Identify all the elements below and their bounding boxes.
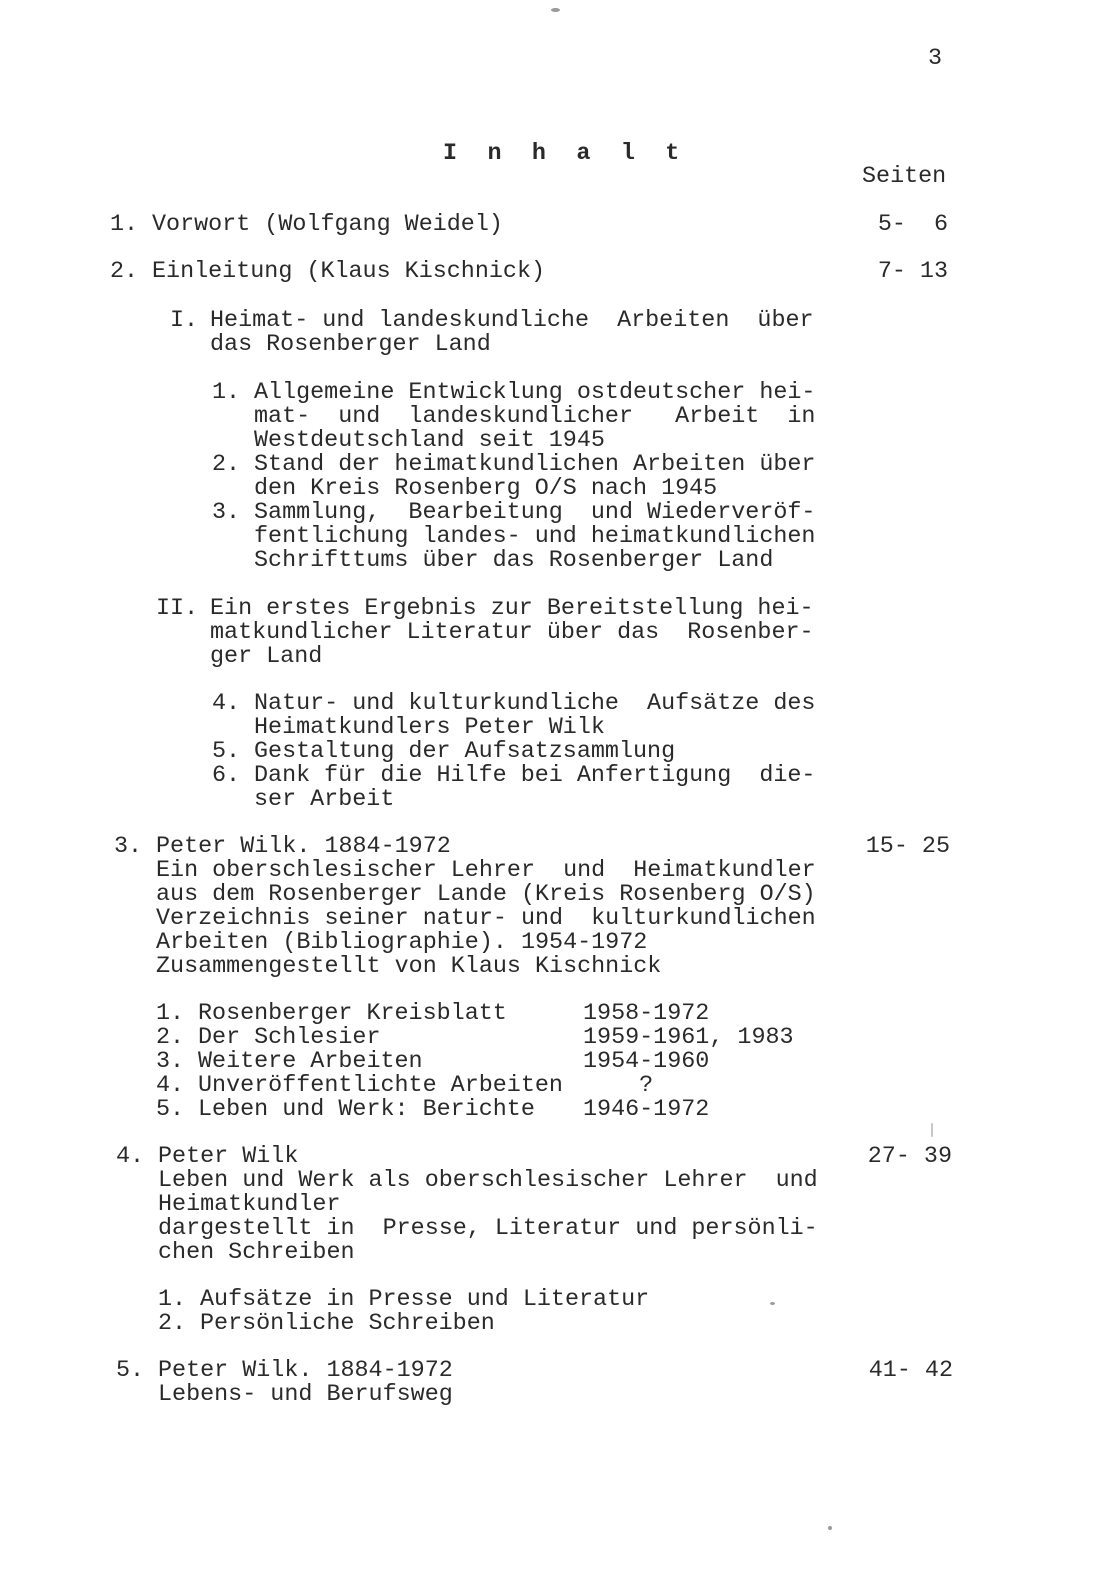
entry-pages: 41- 42 (868, 1358, 953, 1384)
subitem-line: Gestaltung der Aufsatzsammlung (254, 739, 676, 765)
subitem-number: 5. (212, 739, 241, 765)
entry-line: Heimatkundler (158, 1192, 341, 1218)
scan-speck (551, 8, 560, 12)
entry-number: 4. (116, 1144, 145, 1170)
page-number: 3 (928, 46, 943, 72)
part-number: 4. (156, 1073, 185, 1099)
entry-line: Leben und Werk als oberschlesischer Lehrer und (158, 1168, 818, 1194)
section-number: II. (156, 596, 199, 622)
subitem-line: ser Arbeit (254, 787, 395, 813)
part-years: 1946-1972 (583, 1097, 710, 1123)
subitem-number: 2. (212, 452, 241, 478)
part-label: Persönliche Schreiben (200, 1311, 495, 1337)
entry-line: Verzeichnis seiner natur- und kulturkundlichen (156, 906, 816, 932)
subitem-line: Sammlung, Bearbeitung und Wiederveröf- (254, 500, 816, 526)
entry-number: 2. (110, 259, 139, 285)
entry-line: aus dem Rosenberger Lande (Kreis Rosenberg O/S) (156, 882, 816, 908)
part-number: 5. (156, 1097, 185, 1123)
part-years: 1954-1960 (583, 1049, 710, 1075)
entry-line: Zusammengestellt von Klaus Kischnick (156, 954, 662, 980)
entry-pages: 5- 6 (877, 212, 948, 238)
subitem-line: Schrifttums über das Rosenberger Land (254, 548, 774, 574)
section-title-line: Ein erstes Ergebnis zur Bereitstellung hei- (210, 596, 814, 622)
part-number: 2. (156, 1025, 185, 1051)
part-number: 3. (156, 1049, 185, 1075)
part-years: 1958-1972 (583, 1001, 710, 1027)
entry-pages: 27- 39 (867, 1144, 952, 1170)
subitem-line: Westdeutschland seit 1945 (254, 428, 605, 454)
subitem-line: Allgemeine Entwicklung ostdeutscher hei- (254, 380, 816, 406)
part-label: Der Schlesier (198, 1025, 381, 1051)
pages-column-header: Seiten (862, 164, 947, 190)
subitem-line: mat- und landeskundlicher Arbeit in (254, 404, 816, 430)
scan-speck (931, 1123, 933, 1137)
subitem-number: 6. (212, 763, 241, 789)
entry-line: Lebens- und Berufsweg (158, 1382, 453, 1408)
section-title-line: matkundlicher Literatur über das Rosenber- (210, 620, 814, 646)
entry-line: Arbeiten (Bibliographie). 1954-1972 (156, 930, 648, 956)
subitem-number: 1. (212, 380, 241, 406)
part-years: ? (611, 1073, 654, 1099)
scan-speck (828, 1526, 832, 1530)
part-number: 2. (158, 1311, 187, 1337)
section-number: I. (170, 308, 199, 334)
section-title-line: Heimat- und landeskundliche Arbeiten über (210, 308, 814, 334)
subitem-line: Natur- und kulturkundliche Aufsätze des (254, 691, 816, 717)
entry-pages: 7- 13 (877, 259, 948, 285)
entry-title: Einleitung (Klaus Kischnick) (152, 259, 546, 285)
scan-speck (770, 1302, 775, 1305)
entry-line: chen Schreiben (158, 1240, 355, 1266)
part-label: Aufsätze in Presse und Literatur (200, 1287, 650, 1313)
entry-title: Vorwort (Wolfgang Weidel) (152, 212, 503, 238)
part-years: 1959-1961, 1983 (583, 1025, 794, 1051)
section-title-line: ger Land (210, 644, 323, 670)
subitem-line: Dank für die Hilfe bei Anfertigung die- (254, 763, 816, 789)
part-label: Weitere Arbeiten (198, 1049, 423, 1075)
subitem-number: 4. (212, 691, 241, 717)
entry-number: 3. (114, 834, 143, 860)
part-label: Unveröffentlichte Arbeiten (198, 1073, 563, 1099)
part-number: 1. (156, 1001, 185, 1027)
entry-title: Peter Wilk (158, 1144, 299, 1170)
entry-pages: 15- 25 (865, 834, 950, 860)
page-title: I n h a l t (443, 141, 688, 167)
subitem-number: 3. (212, 500, 241, 526)
subitem-line: Stand der heimatkundlichen Arbeiten über (254, 452, 816, 478)
subitem-line: den Kreis Rosenberg O/S nach 1945 (254, 476, 718, 502)
part-number: 1. (158, 1287, 187, 1313)
entry-line: dargestellt in Presse, Literatur und persönli- (158, 1216, 818, 1242)
section-title-line: das Rosenberger Land (210, 332, 491, 358)
entry-number: 1. (110, 212, 139, 238)
entry-title: Peter Wilk. 1884-1972 (156, 834, 451, 860)
part-label: Leben und Werk: Berichte (198, 1097, 535, 1123)
part-label: Rosenberger Kreisblatt (198, 1001, 507, 1027)
subitem-line: Heimatkundlers Peter Wilk (254, 715, 605, 741)
subitem-line: fentlichung landes- und heimatkundlichen (254, 524, 816, 550)
entry-line: Ein oberschlesischer Lehrer und Heimatkundler (156, 858, 816, 884)
entry-title: Peter Wilk. 1884-1972 (158, 1358, 453, 1384)
entry-number: 5. (116, 1358, 145, 1384)
